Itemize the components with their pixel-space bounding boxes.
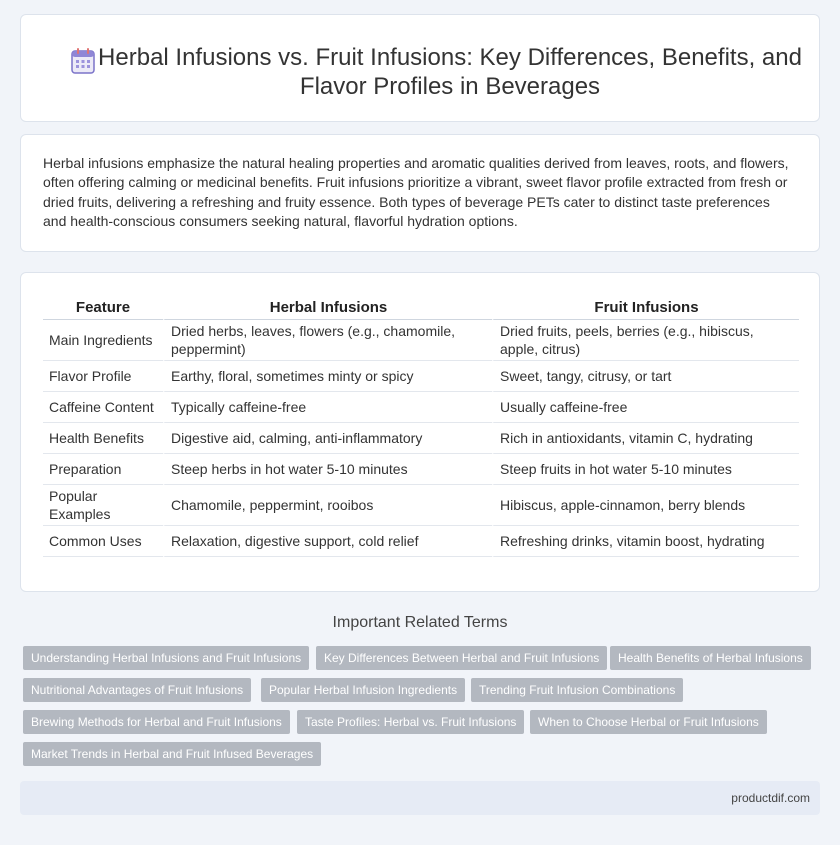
column-header: Fruit Infusions: [492, 295, 799, 320]
table-cell: Refreshing drinks, vitamin boost, hydrating: [492, 526, 799, 557]
table-header-row: [43, 295, 799, 320]
footer: [20, 781, 820, 815]
table-row: [43, 423, 799, 454]
related-term-tag[interactable]: When to Choose Herbal or Fruit Infusions: [530, 710, 767, 734]
table-row: [43, 361, 799, 392]
related-term-tag[interactable]: Trending Fruit Infusion Combinations: [471, 678, 683, 702]
intro-card: [20, 134, 820, 252]
table-row: [43, 454, 799, 485]
table-row: [43, 485, 799, 526]
table-cell: Dried herbs, leaves, flowers (e.g., chamomile, peppermint): [163, 320, 492, 361]
table-cell: Typically caffeine-free: [163, 392, 492, 423]
table-cell: Chamomile, peppermint, rooibos: [163, 485, 492, 526]
intro-paragraph: Herbal infusions emphasize the natural healing properties and aromatic qualities derived from leaves, roots, and flowers, often offering calming or medicinal benefits. Fruit infusions prioritize a vibrant, sweet flavor profile extracted from fresh or dried fruits, delivering a refreshing and fruity essence. Both types of beverage PETs cater to distinct taste preferences and health-conscious consumers seeking natural, flavorful hydration options.: [43, 155, 789, 229]
column-header: Herbal Infusions: [163, 295, 492, 320]
comparison-card: [20, 272, 820, 592]
table-cell: Popular Examples: [43, 485, 163, 526]
comparison-table: [43, 295, 799, 557]
table-cell: Hibiscus, apple-cinnamon, berry blends: [492, 485, 799, 526]
related-term-tag[interactable]: Brewing Methods for Herbal and Fruit Infusions: [23, 710, 290, 734]
table-cell: Steep herbs in hot water 5-10 minutes: [163, 454, 492, 485]
related-term-tag[interactable]: Health Benefits of Herbal Infusions: [610, 646, 811, 670]
table-cell: Main Ingredients: [43, 320, 163, 361]
related-term-tag[interactable]: Taste Profiles: Herbal vs. Fruit Infusions: [297, 710, 524, 734]
table-cell: Steep fruits in hot water 5-10 minutes: [492, 454, 799, 485]
related-term-tag[interactable]: Popular Herbal Infusion Ingredients: [261, 678, 465, 702]
table-cell: Earthy, floral, sometimes minty or spicy: [163, 361, 492, 392]
page-title: Herbal Infusions vs. Fruit Infusions: Key Differences, Benefits, and Flavor Profiles in Beverages: [98, 44, 802, 100]
table-cell: Caffeine Content: [43, 392, 163, 423]
table-row: [43, 392, 799, 423]
table-cell: Health Benefits: [43, 423, 163, 454]
table-cell: Common Uses: [43, 526, 163, 557]
table-cell: Flavor Profile: [43, 361, 163, 392]
table-cell: Usually caffeine-free: [492, 392, 799, 423]
related-term-tag[interactable]: Understanding Herbal Infusions and Fruit Infusions: [23, 646, 309, 670]
related-terms-title: Important Related Terms: [332, 614, 508, 631]
table-cell: Preparation: [43, 454, 163, 485]
column-header: Feature: [43, 295, 163, 320]
table-cell: Rich in antioxidants, vitamin C, hydrating: [492, 423, 799, 454]
footer-site-name[interactable]: productdif.com: [731, 791, 810, 805]
table-row: [43, 526, 799, 557]
table-row: [43, 320, 799, 361]
header-card: [20, 14, 820, 122]
table-cell: Sweet, tangy, citrusy, or tart: [492, 361, 799, 392]
related-term-tag[interactable]: Key Differences Between Herbal and Fruit Infusions: [316, 646, 607, 670]
table-cell: Dried fruits, peels, berries (e.g., hibiscus, apple, citrus): [492, 320, 799, 361]
related-term-tag[interactable]: Nutritional Advantages of Fruit Infusions: [23, 678, 251, 702]
related-term-tag[interactable]: Market Trends in Herbal and Fruit Infused Beverages: [23, 742, 321, 766]
table-cell: Relaxation, digestive support, cold relief: [163, 526, 492, 557]
table-cell: Digestive aid, calming, anti-inflammatory: [163, 423, 492, 454]
